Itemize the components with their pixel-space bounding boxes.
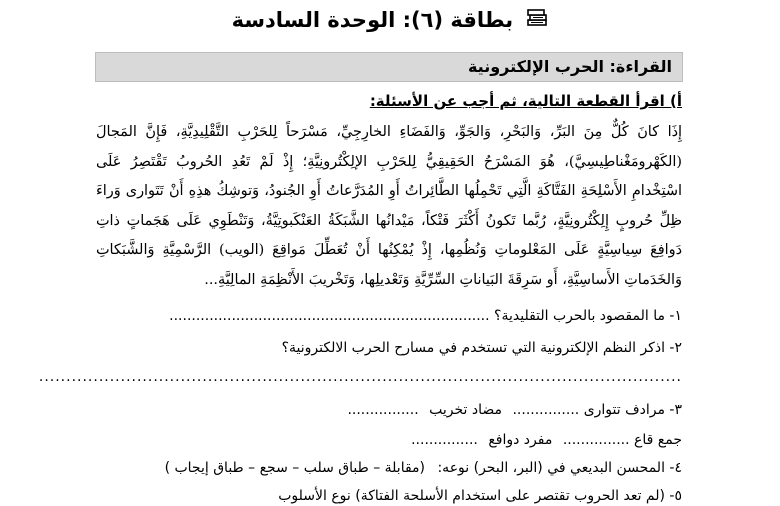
instruction-heading: أ) اقرأ القطعة التالية، ثم أجب عن الأسئلة:: [369, 92, 682, 110]
question-3b: [411, 430, 682, 450]
card-title: [0, 6, 780, 35]
question-4-label: ٤- المحسن البديعي في (البر، البحر) نوعه:: [437, 460, 682, 476]
question-2-label: ٢- اذكر النظم الإلكترونية التي تستخدم في مسارح الحرب الالكترونية؟: [281, 340, 682, 356]
book-stack-icon: [526, 7, 548, 35]
question-4: [165, 458, 682, 478]
reading-passage: إِذَا كانَ كُلٌّ مِنَ البَرِّ، وَالبَحْرِ، وَالجَوِّ، وَالفَضَاءِ الخارِجِيِّ، مَسْرَحاً لِلحَرْبِ التَّقْلِيدِيَّةِ، فَإِنَّ المَجالَ (الكَهْرومَغْناطِيسِيَّ)، هُوَ المَسْرَحُ الحَقِيقِيُّ لِلحَرْبِ الإلِكْتُرونِيَّةِ؛ إِذْ لَمْ تَعُدِ الحُروبُ تَقْتَصِرُ عَلَى اسْتِخْدامِ الأَسْلِحَةِ الفَتَّاكَةِ الَّتِي تَحْمِلُها الطَّائِراتُ أَوِ المُدَرَّعاتُ أَوِ الجُنودُ، وَتوشِكُ هذِهِ أَنْ تَتَوارى وَراءَ ظِلِّ حُروبٍ إِلِكْتُرونِيَّةٍ، رُبَّما تَكونُ أَكْثَرَ فَتْكاً، مَيْدانُها الشَّبَكَةُ العَنْكَبوتِيَّةُ، وَتَنْطَوِي عَلَى هَجَماتٍ ذاتِ دَوافِعَ سِياسِيَّةٍ عَلَى المَعْلوماتِ وَنُظُمِها، إِذْ يُمْكِنُها أَنْ تُعَطِّلَ مَواقِعَ (الويب) الرَّسْمِيَّةِ وَالشَّبَكاتِ وَالخَدَماتِ الأَساسِيَّةِ، أَو سَرِقَةَ البَياناتِ السِّرِّيَّةِ وَتَعْديلِها، وَتَخْريبَ الأَنْظِمَةِ المالِيَّةِ...: [96, 124, 682, 288]
antonym-label: مضاد تخريب: [429, 402, 503, 418]
question-5-label: ٥- (لم تعد الحروب تقتصر على استخدام الأسلحة الفتاكة) نوع الأسلوب: [278, 488, 682, 504]
answer-plural[interactable]: ...............: [562, 432, 630, 448]
answer-antonym[interactable]: ................: [347, 402, 419, 418]
question-3-label: ٣- مرادف تتوارى: [583, 402, 682, 418]
question-4-options[interactable]: (مقابلة – طباق سلب – سجع – طباق إيجاب ): [164, 460, 426, 476]
answer-line-1[interactable]: ........................................................................: [169, 308, 490, 324]
singular-label: مفرد دوافع: [488, 432, 553, 448]
question-2: [282, 338, 682, 358]
question-1-label: ١- ما المقصود بالحرب التقليدية؟: [494, 308, 682, 324]
question-3: [347, 400, 682, 420]
question-5: [278, 486, 682, 506]
section-header: [95, 52, 683, 82]
answer-synonym[interactable]: ...............: [512, 402, 580, 418]
card-title-text: بطاقة (٦): الوحدة السادسة: [231, 8, 514, 32]
answer-singular[interactable]: ...............: [411, 432, 478, 448]
question-1: [169, 306, 682, 326]
plural-label: جمع قاع: [634, 432, 682, 448]
answer-line-2[interactable]: ......................................................................................................................: [38, 369, 682, 385]
section-title: القراءة: الحرب الإلكترونية: [467, 57, 672, 76]
